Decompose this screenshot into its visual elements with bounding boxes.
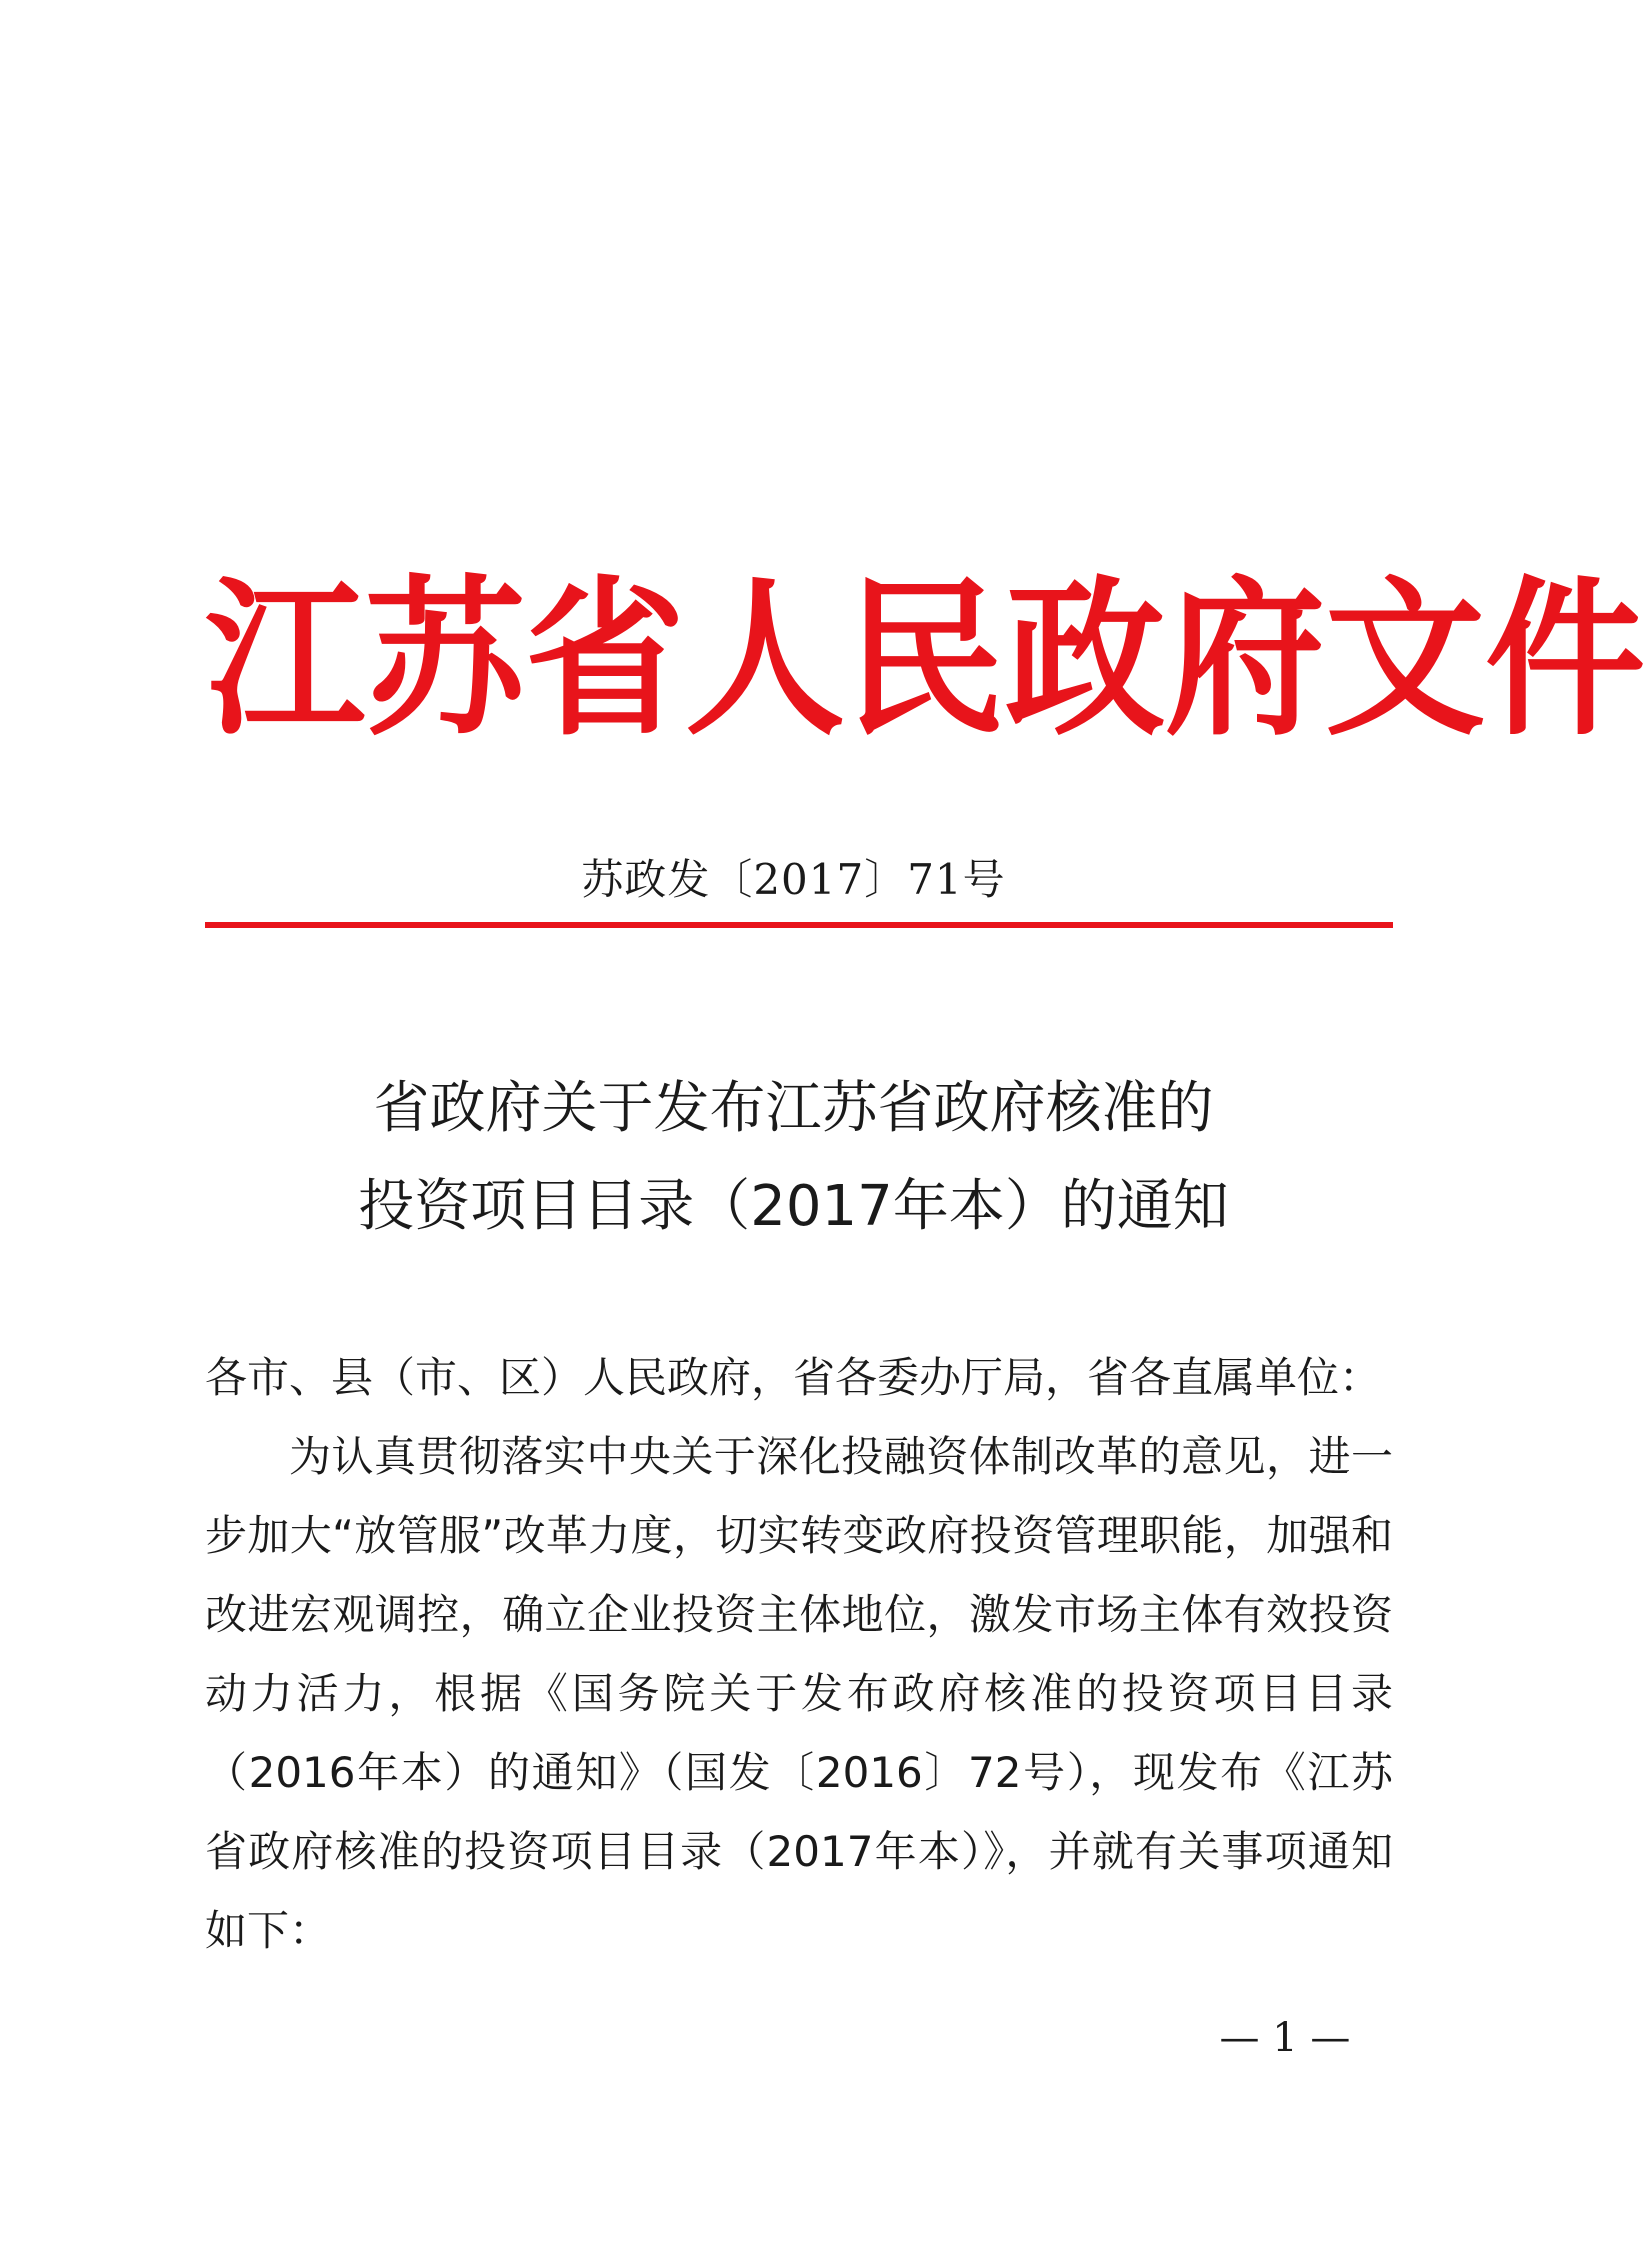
masthead-char: 民 <box>845 560 1006 759</box>
page-number: — 1 — <box>1219 2015 1351 2061</box>
masthead-char: 省 <box>525 560 686 759</box>
body-paragraph: 为认真贯彻落实中央关于深化投融资体制改革的意见，进一步加大“放管服”改革力度，切实转变政府投资管理职能，加强和改进宏观调控，确立企业投资主体地位，激发市场主体有效投资动力活力，根据《国务院关于发布政府核准的投资项目目录（2016年本）的通知》（国发〔2016〕72号），现发布《江苏省政府核准的投资项目目录（2017年本）》，并就有关事项通知如下： <box>205 1432 1393 1955</box>
document-title <box>0 1060 1587 1256</box>
masthead-char: 政 <box>1005 560 1166 759</box>
masthead-char: 人 <box>685 560 846 759</box>
salutation: 各市、县（市、区）人民政府，省各委办厅局，省各直属单位： <box>205 1353 1382 1402</box>
masthead-char: 件 <box>1485 560 1645 759</box>
document-title-line-1: 省政府关于发布江苏省政府核准的 <box>373 1076 1214 1141</box>
masthead-char: 府 <box>1165 560 1326 759</box>
masthead-char: 文 <box>1325 560 1486 759</box>
masthead-title <box>205 549 1645 772</box>
red-divider-line <box>205 922 1393 928</box>
document-body <box>205 1338 1393 1970</box>
document-title-line-2: 投资项目目录（2017年本）的通知 <box>358 1174 1229 1239</box>
masthead-char: 苏 <box>365 560 526 759</box>
masthead-char: 江 <box>205 560 366 759</box>
document-number: 苏政发〔2017〕71号 <box>581 855 1006 904</box>
